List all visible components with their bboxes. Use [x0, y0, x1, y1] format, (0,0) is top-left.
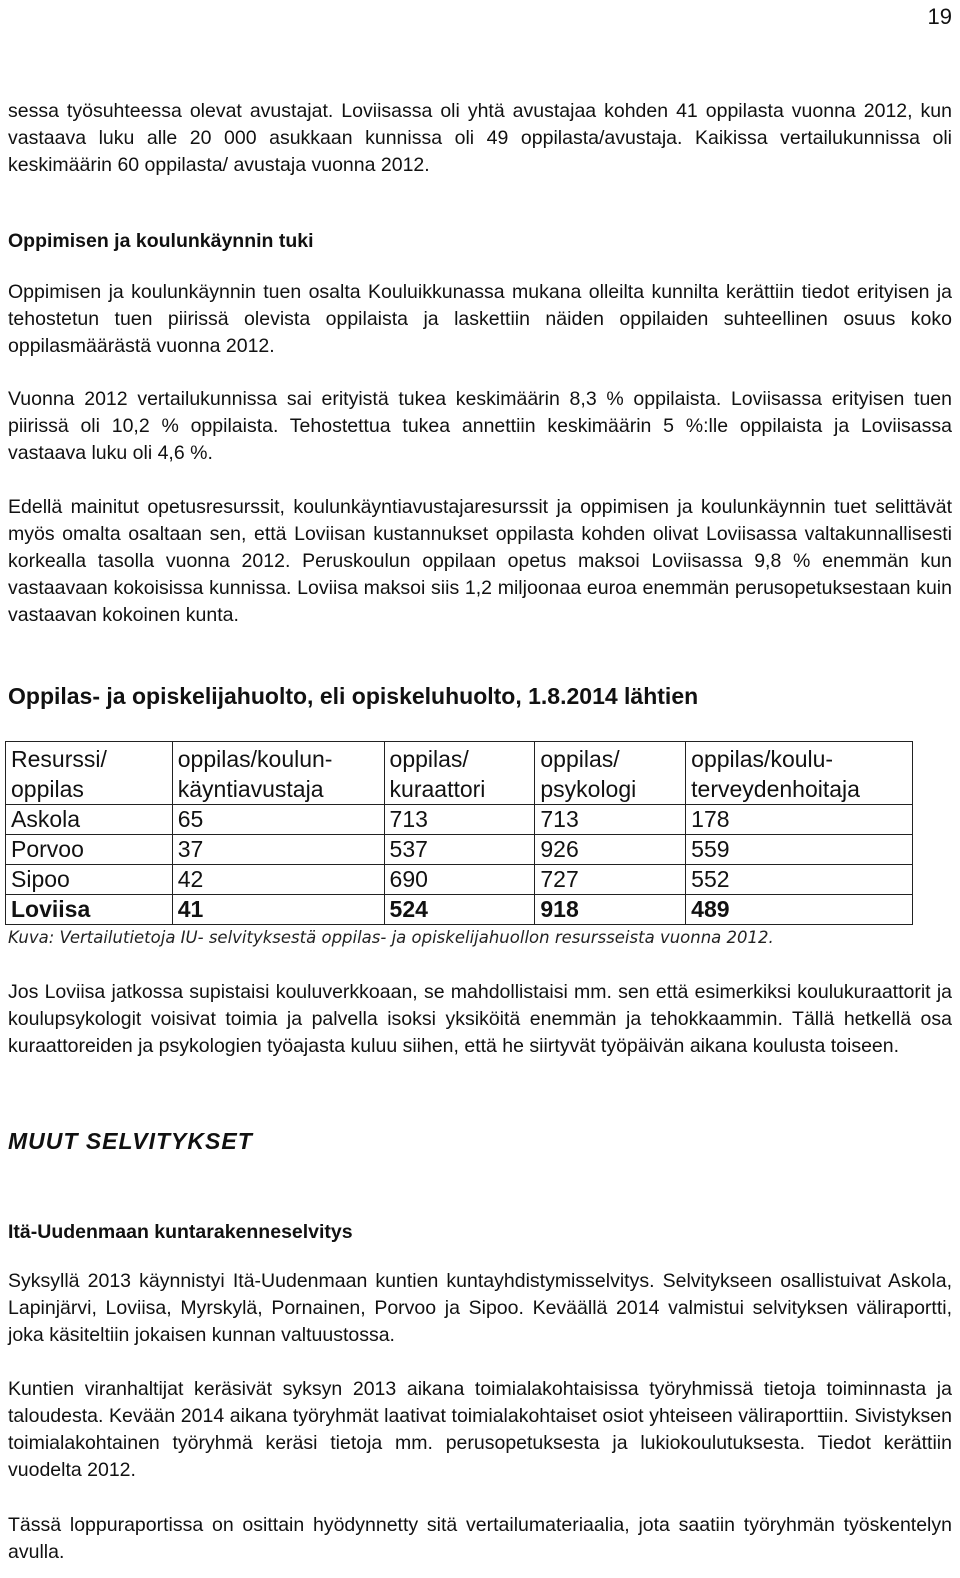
- table-cell: 713: [384, 805, 535, 835]
- table-row: [6, 865, 913, 895]
- paragraph-merger-study: Syksyllä 2013 käynnistyi Itä-Uudenmaan kuntien kuntayhdistymisselvitys. Selvitykseen osallistuivat Askola, Lapinjärvi, Loviisa, Myrskylä, Pornainen, Porvoo ja Sipoo. Keväällä 2014 valmistui selvityksen väliraportti, joka käsiteltiin jokaisen kunnan valtuustossa.: [8, 1270, 952, 1346]
- paragraph-costs: Edellä mainitut opetusresurssit, koulunkäyntiavustajaresurssit ja oppimisen ja koulunkäynnin tuet selittävät myös omalta osaltaan sen, että Loviisan kustannukset oppilasta kohden olivat Loviisassa valtakunnallisesti korkealla tasolla vuonna 2012. Peruskoulun oppilaan opetus maksoi Loviisassa 9,8 % enemmän kun vastaavaan kokoisissa kunnissa. Loviisa maksoi siis 1,2 miljoonaa euroa enemmän perusopetuksestaan kuin vastaavan kokoinen kunta.: [8, 496, 952, 626]
- resources-table: [5, 741, 913, 925]
- table-cell: Askola: [6, 805, 173, 835]
- header-curator: oppilas/ kuraattori: [384, 742, 535, 805]
- paragraph-final-report: Tässä loppuraportissa on osittain hyödynnetty sitä vertailumateriaalia, jota saatiin työryhmän työskentelyn avulla.: [8, 1514, 952, 1563]
- table-cell: 178: [686, 805, 913, 835]
- table-cell: 42: [172, 865, 384, 895]
- table-cell: Porvoo: [6, 835, 173, 865]
- table-cell: 552: [686, 865, 913, 895]
- table-cell: Sipoo: [6, 865, 173, 895]
- table-cell: 713: [535, 805, 686, 835]
- section-heading-learning-support: Oppimisen ja koulunkäynnin tuki: [8, 230, 314, 252]
- table-row: [6, 805, 913, 835]
- table-cell: 559: [686, 835, 913, 865]
- page-number: 19: [927, 4, 952, 29]
- table-cell: 690: [384, 865, 535, 895]
- subheading-municipal-structure: Itä-Uudenmaan kuntarakenneselvitys: [8, 1221, 353, 1243]
- table-caption: Kuva: Vertailutietoja IU- selvityksestä oppilas- ja opiskelijahuollon resursseista vuonna 2012.: [8, 928, 774, 947]
- paragraph-working-groups: Kuntien viranhaltijat keräsivät syksyn 2013 aikana toimialakohtaisissa työryhmissä tietoja toiminnasta ja taloudesta. Kevään 2014 aikana työryhmät laativat toimialakohtaiset osiot yhteiseen väliraporttiin. Sivistyksen toimialakohtainen työryhmä keräsi tietoja mm. perusopetuksesta ja lukiokoulutuksesta. Tiedot kerättiin vuodelta 2012.: [8, 1378, 952, 1481]
- section-heading-student-welfare: Oppilas- ja opiskelijahuolto, eli opiskeluhuolto, 1.8.2014 lähtien: [8, 683, 699, 709]
- section-heading-other-studies: MUUT SELVITYKSET: [8, 1128, 253, 1154]
- header-assistant: oppilas/koulun- käyntiavustaja: [172, 742, 384, 805]
- table-cell: 918: [535, 895, 686, 925]
- table-cell: 537: [384, 835, 535, 865]
- table-cell: 727: [535, 865, 686, 895]
- table-header-row: [6, 742, 913, 805]
- header-resource: Resurssi/ oppilas: [6, 742, 173, 805]
- table-cell: 37: [172, 835, 384, 865]
- paragraph-support-data: Oppimisen ja koulunkäynnin tuen osalta Kouluikkunassa mukana olleilta kunnilta kerättiin tiedot erityisen ja tehostetun tuen piirissä olevista oppilaista ja laskettiin näiden oppilaiden suhteellinen osuus koko oppilasmäärästä vuonna 2012.: [8, 281, 952, 357]
- header-psychologist: oppilas/ psykologi: [535, 742, 686, 805]
- table-cell: 524: [384, 895, 535, 925]
- table-row-loviisa: [6, 895, 913, 925]
- header-nurse: oppilas/koulu- terveydenhoitaja: [686, 742, 913, 805]
- table-cell: 41: [172, 895, 384, 925]
- paragraph-support-percentages: Vuonna 2012 vertailukunnissa sai erityistä tukea keskimäärin 8,3 % oppilaista. Loviisassa erityisen tuen piirissä oli 10,2 % oppilaista. Tehostettua tukea annettiin keskimäärin 5 %:lle oppilaista ja Loviisassa vastaava luku oli 4,6 %.: [8, 388, 952, 464]
- table-cell: 489: [686, 895, 913, 925]
- intro-paragraph: sessa työsuhteessa olevat avustajat. Loviisassa oli yhtä avustajaa kohden 41 oppilasta vuonna 2012, kun vastaava luku alle 20 000 asukkaan kunnissa oli 49 oppilasta/avustaja. Kaikissa vertailukunnissa oli keskimäärin 60 oppilasta/ avustaja vuonna 2012.: [8, 100, 952, 176]
- table-cell: 926: [535, 835, 686, 865]
- table-cell: 65: [172, 805, 384, 835]
- table-row: [6, 835, 913, 865]
- paragraph-school-network: Jos Loviisa jatkossa supistaisi kouluverkkoaan, se mahdollistaisi mm. sen että esimerkiksi koulukuraattorit ja koulupsykologit voisivat toimia ja palvella isoksi yksiköitä enemmän ja tehokkaammin. Tällä hetkellä osa kuraattoreiden ja psykologien työajasta kuluu siihen, että he siirtyvät työpäivän aikana koulusta toiseen.: [8, 981, 952, 1057]
- table-cell: Loviisa: [6, 895, 173, 925]
